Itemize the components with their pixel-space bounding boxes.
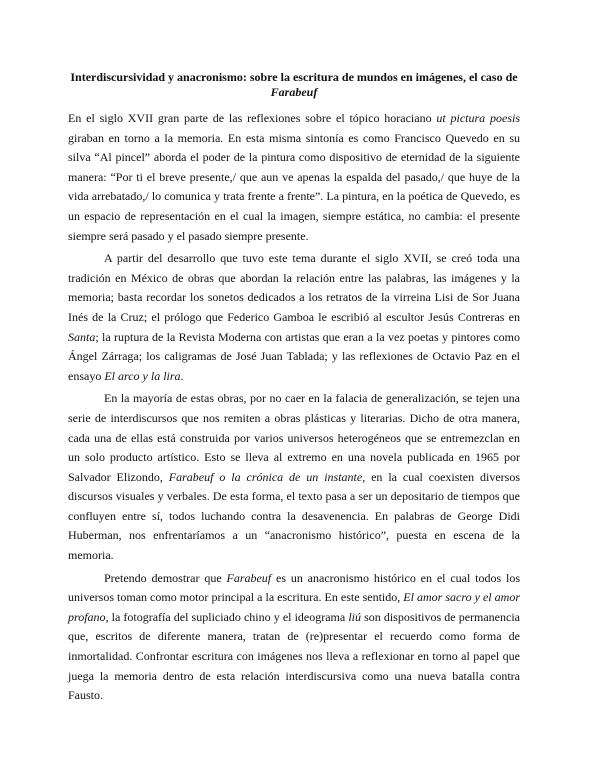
title-italic: Farabeuf (270, 85, 318, 99)
document-title (68, 70, 520, 100)
paragraph-segment: Pretendo demostrar que (104, 570, 227, 585)
paragraph-segment: es un anacronismo histórico en el cual todos los universos toman como motor principal a la escritura. En este sentido, (68, 570, 520, 605)
paragraph-segment-italic: Farabeuf (226, 570, 272, 585)
paragraph-segment: son dispositivos de permanencia que, escritos de diferente manera, tratan de (re)presentar el recuerdo como forma de inmortalidad. Confrontar escritura con imágenes nos lleva a reflexionar en torno al papel que juega la memoria dentro de esta relación interdiscursiva como una nueva batalla contra Fausto. (68, 609, 520, 703)
paragraph-segment-italic: El amor sacro y el amor profano (68, 590, 520, 624)
paragraph-segment-italic: Santa (68, 329, 96, 344)
paragraph-segment-italic: liú (348, 609, 361, 624)
paragraph-segment: En el siglo XVII gran parte de las reflexiones sobre el tópico horaciano (68, 111, 437, 125)
paragraph-segment: A partir del desarrollo que tuvo este tema durante el siglo XVII, se creó toda una tradición en México de obras que abordan la relación entre las palabras, las imágenes y la memoria; basta recordar los sonetos dedicados a los retratos de la virreina Lisi de Sor Juana Inés de la Cruz; el prólogo que Federico Gamboa le escribió al escultor Jesús Contreras en (68, 251, 520, 324)
paragraph (68, 569, 520, 706)
paragraph (68, 109, 520, 246)
paragraph (68, 249, 520, 386)
paragraph-segment: . (180, 368, 184, 383)
paragraph-segment: En la mayoría de estas obras, por no caer en la falacia de generalización, se tejen una serie de interdiscursos que nos remiten a obras plásticas y literarias. Dicho de otra manera, cada una de ellas está construida por varios universos heterogéneos que se entremezclan en un solo producto artístico. Esto se lleva al extremo en una novela publicada en 1965 por Salvador Elizondo, (68, 391, 520, 484)
paragraph-segment: , en la cual coexisten diversos discursos visuales y verbales. De esta forma, el texto pasa a ser un depositario de tiempos que confluyen entre sí, todos luchando contra la desavenencia. En palabras de George Didi Huberman, nos enfrentaríamos a un “anacronismo histórico”, puesta en escena de la memoria. (68, 469, 520, 563)
title-main: Interdiscursividad y anacronismo: sobre la escritura de mundos en imágenes, el caso de (70, 70, 518, 84)
paragraph-segment-italic: ut pictura poesis (436, 111, 520, 125)
paragraph-segment: , la fotografía del supliciado chino y el ideograma (105, 609, 349, 624)
paragraph-segment-italic: Farabeuf o la crónica de un instante (168, 469, 363, 484)
paragraph-segment: giraban en torno a la memoria. En esta misma sintonía es como Francisco Quevedo en su silva “Al pincel” aborda el poder de la pintura como dispositivo de eternidad de la siguiente manera: “Por ti el breve presente,/ que aun ve apenas la espalda del pasado,/ que huye de la vida arrebatado,/ lo comunica y trata frente a frente”. La pintura, en la poética de Quevedo, es un espacio de representación en el cual la imagen, siempre estática, no cambia: el presente siempre será pasado y el pasado siempre presente. (68, 130, 520, 243)
paragraph (68, 389, 520, 565)
paragraph-segment-italic: El arco y la lira (104, 368, 181, 383)
paragraph-segment: ; la ruptura de la Revista Moderna con artistas que eran a la vez poetas y pintores como Ángel Zárraga; los caligramas de José Juan Tablada; y las reflexiones de Octavio Paz en el ensayo (68, 329, 520, 383)
